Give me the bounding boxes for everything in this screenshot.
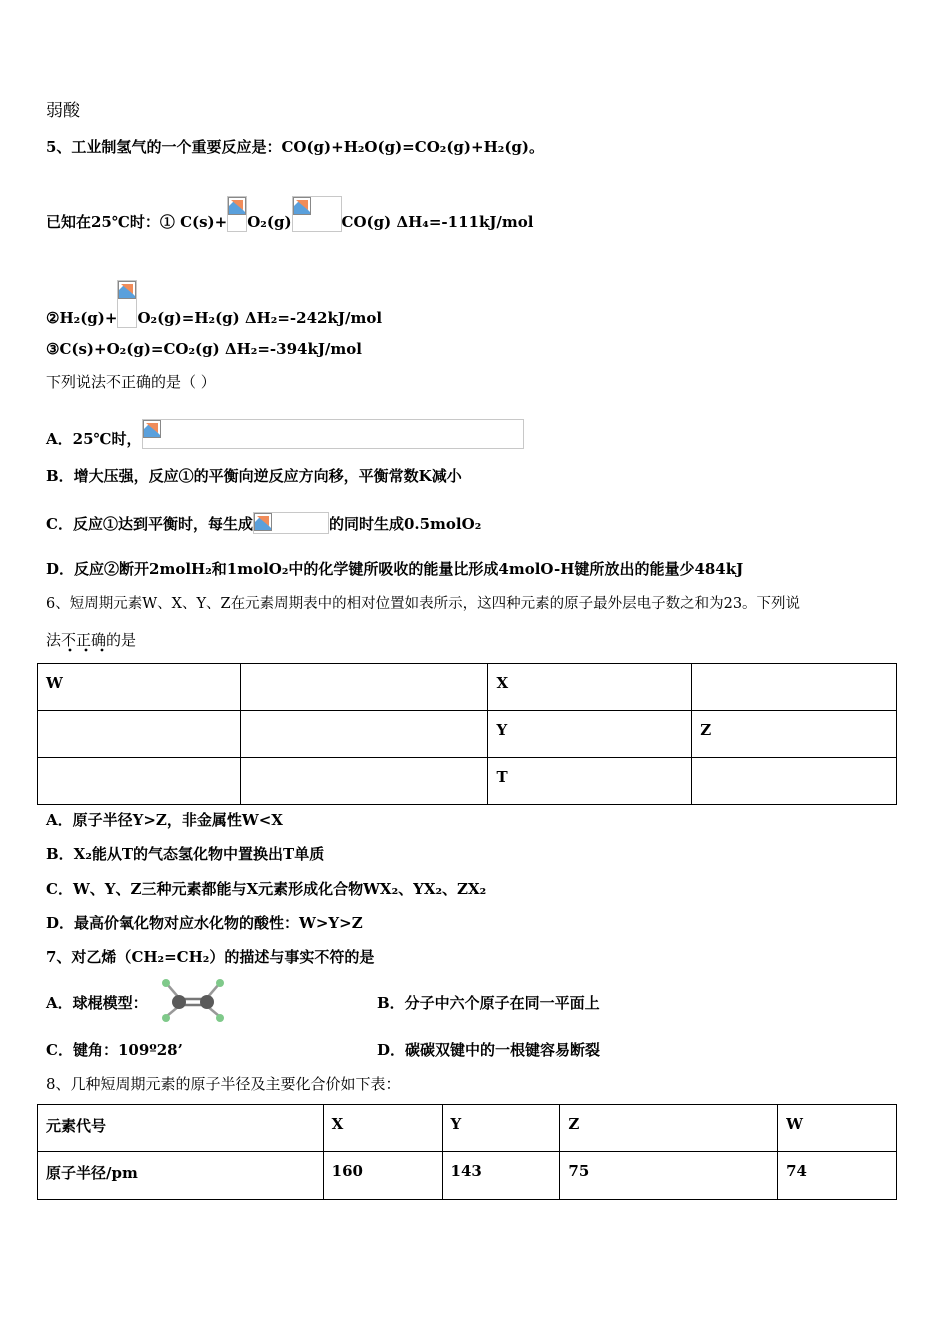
q5-option-c-tail: 的同时生成0.5molO₂ [328, 515, 482, 533]
q5-eq1-tail: CO(g) ΔH₄=-111kJ/mol [341, 213, 534, 231]
q6-stem-line1: 6、短周期元素W、X、Y、Z在元素周期表中的相对位置如表所示，这四种元素的原子最外层电子数之和为23。下列说 [46, 596, 801, 612]
q5-stem: 5、工业制氢气的一个重要反应是：CO(g)+H₂O(g)=CO₂(g)+H₂(g)。 [46, 138, 545, 156]
q7-option-c: C．键角：109º28’ [46, 1041, 183, 1059]
table-cell: Z [692, 711, 897, 758]
q5-option-c [46, 512, 481, 534]
q6-option-d: D．最高价氧化物对应水化物的酸性：W>Y>Z [46, 914, 363, 932]
q5-known-eq1 [46, 196, 534, 232]
q6-option-b: B．X₂能从T的气态氢化物中置换出T单质 [46, 845, 325, 863]
q5-known-prefix: 已知在25℃时：① C(s)+ [46, 213, 228, 231]
table-cell [38, 758, 241, 805]
q5-eq2-tail: O₂(g)=H₂(g) ΔH₂=-242kJ/mol [137, 309, 383, 327]
table-cell: 160 [323, 1152, 442, 1200]
table-cell: X [488, 664, 692, 711]
q6-option-a: A．原子半径Y>Z，非金属性W<X [46, 811, 283, 829]
broken-image-icon [118, 281, 136, 299]
table-cell: T [488, 758, 692, 805]
q5-eq3: ③C(s)+O₂(g)=CO₂(g) ΔH₂=-394kJ/mol [46, 340, 362, 358]
q6-option-c: C．W、Y、Z三种元素都能与X元素形成化合物WX₂、YX₂、ZX₂ [46, 880, 487, 898]
table-cell [692, 758, 897, 805]
q4-tail-text: 弱酸 [46, 101, 80, 121]
table-cell: 143 [442, 1152, 560, 1200]
q7-option-a: A．球棍模型： [46, 994, 148, 1012]
arrow-image-placeholder [292, 196, 342, 232]
formula-image-placeholder [253, 512, 329, 534]
q7-option-d: D．碳碳双键中的一根键容易断裂 [377, 1041, 601, 1059]
table-cell [240, 758, 488, 805]
table-cell: 原子半径/pm [38, 1152, 324, 1200]
broken-image-icon [254, 513, 272, 531]
broken-image-icon [143, 420, 161, 438]
fraction-image-placeholder [117, 280, 137, 328]
q5-eq2-head: ②H₂(g)+ [46, 309, 118, 327]
formula-image-placeholder [142, 419, 524, 449]
ethylene-ball-stick-model [157, 978, 229, 1026]
table-cell: 75 [560, 1152, 778, 1200]
q5-question: 下列说法不正确的是（ ） [46, 373, 216, 391]
q7-option-b: B．分子中六个原子在同一平面上 [377, 994, 600, 1012]
table-cell [692, 664, 897, 711]
table-cell [240, 711, 488, 758]
q6-periodic-table [37, 663, 897, 805]
q6-stem-line2: 法不正确的是 [46, 631, 137, 649]
table-header-cell: X [323, 1105, 442, 1152]
fraction-image-placeholder [227, 196, 247, 232]
q5-eq1-mid: O₂(g) [247, 213, 292, 231]
table-cell [38, 711, 241, 758]
table-cell [240, 664, 488, 711]
table-header-cell: W [778, 1105, 897, 1152]
q8-element-table [37, 1104, 897, 1200]
q5-option-a [46, 419, 524, 449]
table-cell: 74 [778, 1152, 897, 1200]
q7-stem: 7、对乙烯（CH₂=CH₂）的描述与事实不符的是 [46, 948, 375, 966]
table-header-cell: Z [560, 1105, 778, 1152]
emphasis-dots [66, 646, 112, 654]
q5-option-b: B．增大压强，反应①的平衡向逆反应方向移，平衡常数K减小 [46, 467, 462, 485]
q5-eq2 [46, 280, 382, 328]
q5-option-c-head: C．反应①达到平衡时，每生成 [46, 515, 253, 533]
table-header-cell: Y [442, 1105, 560, 1152]
broken-image-icon [293, 197, 311, 215]
q5-option-a-label: A．25℃时， [46, 430, 142, 448]
q8-stem: 8、几种短周期元素的原子半径及主要化合价如下表： [46, 1075, 401, 1093]
broken-image-icon [228, 197, 246, 215]
table-cell: Y [488, 711, 692, 758]
table-cell: W [38, 664, 241, 711]
q5-option-d: D．反应②断开2molH₂和1molO₂中的化学键所吸收的能量比形成4molO-H键所放出的能量少484kJ [46, 560, 744, 578]
table-header-cell: 元素代号 [38, 1105, 324, 1152]
